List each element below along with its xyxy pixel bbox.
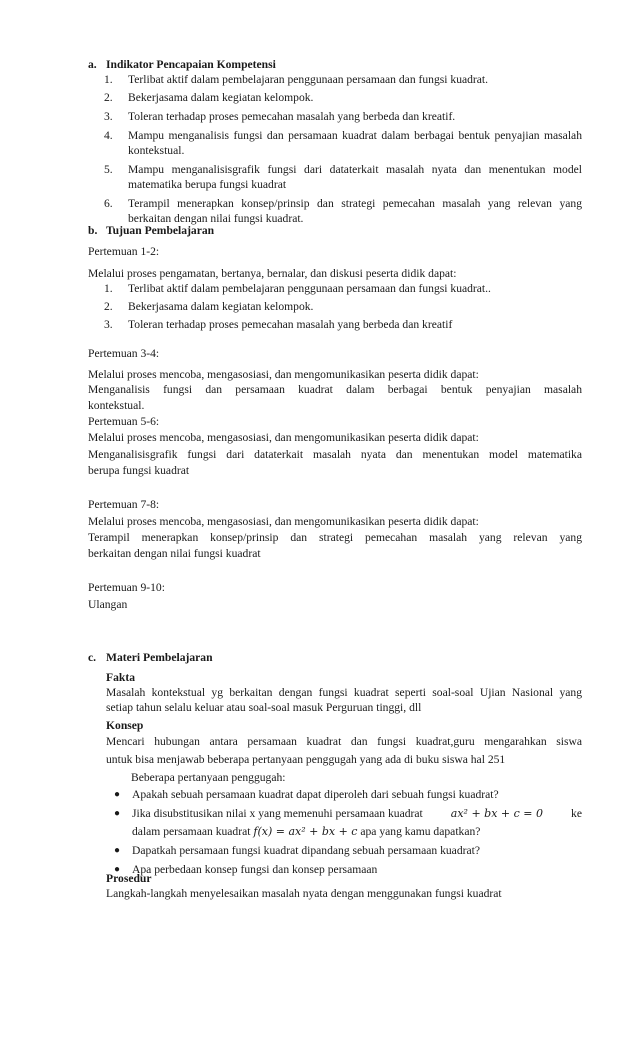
- list-item: [104, 299, 582, 314]
- question-text: apa yang kamu dapatkan?: [360, 825, 481, 838]
- bullet-icon: ●: [114, 864, 121, 875]
- list-item: [112, 787, 582, 802]
- list-item: [104, 281, 582, 296]
- pertemuan-3-4-intro: Melalui proses mencoba, mengasosiasi, dan mengomunikasikan peserta didik dapat:: [88, 368, 479, 381]
- list-text: Bekerjasama dalam kegiatan kelompok.: [128, 300, 314, 313]
- list-item: [104, 317, 582, 332]
- list-number: 2.: [104, 91, 113, 104]
- prosedur-text: Langkah-langkah menyelesaikan masalah nyata dengan menggunakan fungsi kuadrat: [106, 887, 502, 900]
- pertemuan-3-4-text-line2: kontekstual.: [88, 399, 145, 412]
- list-text: Terlibat aktif dalam pembelajaran penggunaan persamaan dan fungsi kuadrat..: [128, 282, 491, 295]
- list-number: 1.: [104, 282, 113, 295]
- equation: ax² + bx + c = 0: [450, 807, 543, 820]
- list-item: [104, 162, 582, 192]
- list-item: [104, 90, 582, 105]
- pertemuan-7-8-text-line1: Terampil menerapkan konsep/prinsip dan strategi pemecahan masalah yang relevan yang: [88, 531, 582, 544]
- section-c-heading: [88, 650, 213, 665]
- section-b-heading: [88, 223, 214, 238]
- list-item: [104, 72, 582, 87]
- list-text: Toleran terhadap proses pemecahan masalah yang berbeda dan kreatif.: [128, 110, 456, 123]
- question-list: [112, 787, 582, 880]
- list-number: 6.: [104, 197, 113, 210]
- bullet-icon: ●: [114, 789, 121, 800]
- pertemuan-7-8-text-line2: berkaitan dengan nilai fungsi kuadrat: [88, 547, 261, 560]
- konsep-subheading: Beberapa pertanyaan penggugah:: [131, 771, 286, 784]
- list-text: Mampu menganalisisgrafik fungsi dari dataterkait masalah nyata dan menentukan model matematika berupa fungsi kuadrat: [128, 163, 582, 191]
- list-item: [104, 196, 582, 226]
- list-item: [112, 862, 582, 877]
- pertemuan-9-10-text: Ulangan: [88, 598, 128, 611]
- indikator-list: [104, 72, 582, 226]
- pertemuan-7-8-intro: Melalui proses mencoba, mengasosiasi, dan mengomunikasikan peserta didik dapat:: [88, 515, 479, 528]
- list-item: [112, 843, 582, 858]
- question-line: [132, 824, 582, 839]
- question-text: Jika disubstitusikan nilai x yang memenuhi persamaan kuadrat: [132, 807, 423, 820]
- question-text: Dapatkah persamaan fungsi kuadrat dipandang sebuah persamaan kuadrat?: [132, 844, 480, 857]
- section-a-title: Indikator Pencapaian Kompetensi: [106, 58, 276, 71]
- fakta-text-line1: Masalah kontekstual yg berkaitan dengan fungsi kuadrat seperti soal-soal Ujian Nasional yang: [106, 686, 582, 699]
- list-item: [104, 128, 582, 158]
- pertemuan-3-4-text-line1: Menganalisis fungsi dan persamaan kuadrat dalam berbagai bentuk penyajian masalah: [88, 383, 582, 396]
- konsep-title: Konsep: [106, 719, 144, 732]
- fakta-title: Fakta: [106, 671, 135, 684]
- list-text: Toleran terhadap proses pemecahan masalah yang berbeda dan kreatif: [128, 318, 453, 331]
- tujuan-1-2-list: [104, 281, 582, 332]
- pertemuan-5-6-text-line1: Menganalisisgrafik fungsi dari dataterkait masalah nyata dan menentukan model matematika: [88, 448, 582, 461]
- section-b-letter: b.: [88, 224, 98, 237]
- list-number: 1.: [104, 73, 113, 86]
- list-number: 5.: [104, 163, 113, 176]
- pertemuan-1-2-label: Pertemuan 1-2:: [88, 245, 160, 258]
- list-item: [112, 806, 582, 839]
- section-c-title: Materi Pembelajaran: [106, 651, 213, 664]
- question-text: ke: [571, 807, 582, 820]
- question-text: Apakah sebuah persamaan kuadrat dapat diperoleh dari sebuah fungsi kuadrat?: [132, 788, 499, 801]
- equation: f(x) = ax² + bx + c: [253, 825, 358, 838]
- pertemuan-5-6-text-line2: berupa fungsi kuadrat: [88, 464, 190, 477]
- list-number: 3.: [104, 110, 113, 123]
- pertemuan-9-10-label: Pertemuan 9-10:: [88, 581, 165, 594]
- list-number: 3.: [104, 318, 113, 331]
- pertemuan-5-6-intro: Melalui proses mencoba, mengasosiasi, dan mengomunikasikan peserta didik dapat:: [88, 431, 479, 444]
- section-a-letter: a.: [88, 58, 97, 71]
- konsep-text-line2: untuk bisa menjawab beberapa pertanyaan penggugah yang ada di buku siswa hal 251: [106, 753, 506, 766]
- list-text: Mampu menganalisis fungsi dan persamaan kuadrat dalam berbagai bentuk penyajian masalah kontekstual.: [128, 129, 582, 157]
- section-c-letter: c.: [88, 651, 97, 664]
- fakta-text-line2: setiap tahun selalu keluar atau soal-soal masuk Perguruan tinggi, dll: [106, 701, 422, 714]
- bullet-icon: ●: [114, 808, 121, 819]
- list-number: 4.: [104, 129, 113, 142]
- list-item: [104, 109, 582, 124]
- prosedur-title: Prosedur: [106, 872, 152, 885]
- section-a-heading: [88, 57, 276, 72]
- pertemuan-5-6-label: Pertemuan 5-6:: [88, 415, 160, 428]
- list-text: Terlibat aktif dalam pembelajaran penggunaan persamaan dan fungsi kuadrat.: [128, 73, 489, 86]
- list-number: 2.: [104, 300, 113, 313]
- pertemuan-3-4-label: Pertemuan 3-4:: [88, 347, 160, 360]
- list-text: Bekerjasama dalam kegiatan kelompok.: [128, 91, 314, 104]
- question-text: Apa perbedaan konsep fungsi dan konsep persamaan: [132, 863, 378, 876]
- pertemuan-1-2-intro: Melalui proses pengamatan, bertanya, bernalar, dan diskusi peserta didik dapat:: [88, 267, 457, 280]
- section-b-title: Tujuan Pembelajaran: [106, 224, 215, 237]
- pertemuan-7-8-label: Pertemuan 7-8:: [88, 498, 160, 511]
- list-text: Terampil menerapkan konsep/prinsip dan strategi pemecahan masalah yang relevan yang berkaitan dengan nilai fungsi kuadrat.: [128, 197, 582, 225]
- question-line: [132, 806, 582, 821]
- bullet-icon: ●: [114, 845, 121, 856]
- question-text: dalam persamaan kuadrat: [132, 825, 251, 838]
- konsep-text-line1: Mencari hubungan antara persamaan kuadrat dan fungsi kuadrat,guru mengarahkan siswa: [106, 735, 582, 748]
